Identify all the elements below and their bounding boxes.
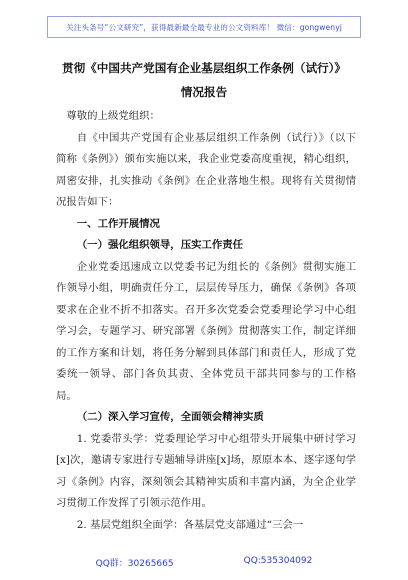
document-title: 贯彻《中国共产党国有企业基层组织工作条例（试行）》	[61, 61, 347, 75]
list-item-2: 2. 基层党组织全面学：各基层党支部通过“三会一	[76, 518, 304, 531]
intro-paragraph: 自《中国共产党国有企业基层组织工作条例（试行）》（以下简称《条例》）颁布实施以来，我企业党委高度重视，精心组织，周密安排，扎实推动《条例》在企业落地生根。现将有关贯彻情况报告如下：	[56, 131, 356, 208]
subsection-1-paragraph: 企业党委迅速成立以党委书记为组长的《条例》贯彻实施工作领导小组，明确责任分工，层层传导压力，确保《条例》各项要求在企业不折不扣落实。召开多次党委会党委理论学习中心组学习会，专题学习、研究部署《条例》贯彻落实工作，制定详细的工作方案和计划，将任务分解到具体部门和责任人，形成了党委统一领导、部门各负其责、全体党员干部共同参与的工作格局。	[56, 260, 356, 402]
section-heading-1: 一、工作开展情况	[76, 217, 160, 230]
footer-qq: QQ:535304092	[243, 556, 313, 566]
subsection-heading-2: （二）深入学习宣传，全面领会精神实质	[76, 411, 264, 423]
document-body	[56, 106, 356, 536]
salutation: 尊敬的上级党组织：	[66, 110, 160, 122]
document-subtitle: 情况报告	[180, 85, 228, 99]
footer-contacts	[0, 556, 408, 569]
subsection-heading-1: （一）强化组织领导，压实工作责任	[76, 239, 244, 251]
footer-qq-group: QQ群：30265665	[95, 559, 174, 569]
header-notice-text: 关注头条号“公文研究”，获得最新最全最专业的公文资料库！ 微信：gongwenyj	[66, 22, 342, 32]
header-notice-box	[47, 16, 361, 38]
list-item-1: 1. 党委带头学：党委理论学习中心组带头开展集中研讨学习[x]次，邀请专家进行专题辅导讲座[x]场，原原本本、逐字逐句学习《条例》内容，深刻领会其精神实质和丰富内涵，为全企业学习贯彻工作发挥了引领示范作用。	[56, 432, 356, 509]
